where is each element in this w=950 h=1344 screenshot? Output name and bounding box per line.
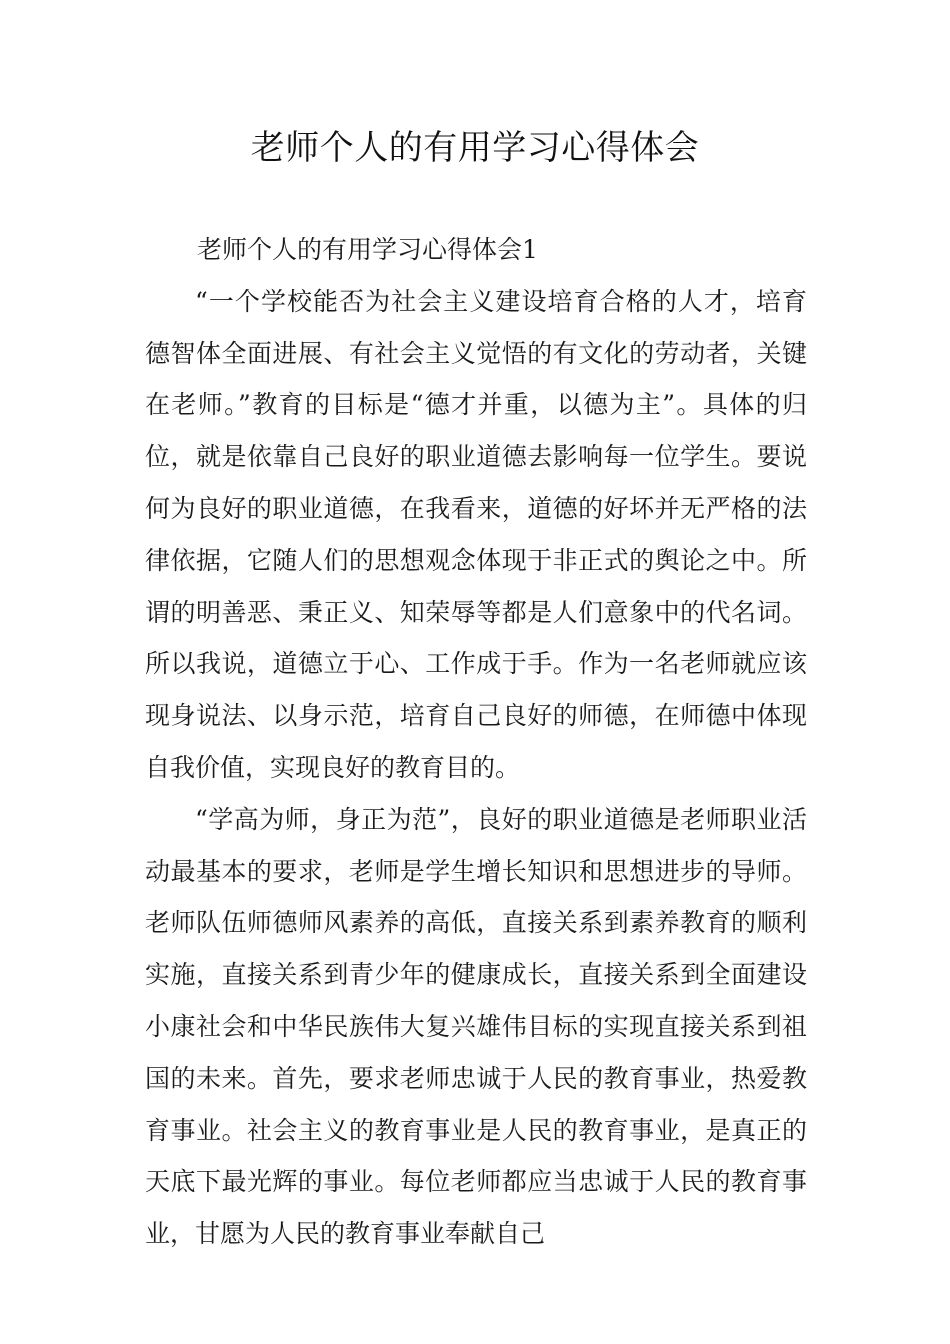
paragraph-1: “一个学校能否为社会主义建设培育合格的人才，培育德智体全面进展、有社会主义觉悟的有文化的劳动者，关键在老师。”教育的目标是“德才并重，以德为主”。具体的归位，就是依靠自己良好的职业道德去影响每一位学生。要说何为良好的职业道德，在我看来，道德的好坏并无严格的法律依据，它随人们的思想观念体现于非正式的舆论之中。所谓的明善恶、秉正义、知荣辱等都是人们意象中的代名词。所以我说，道德立于心、工作成于手。作为一名老师就应该现身说法、以身示范，培育自己良好的师德，在师德中体现自我价值，实现良好的教育目的。: [145, 286, 807, 782]
section-heading: 老师个人的有用学习心得体会1: [197, 235, 538, 264]
document-body: [145, 224, 807, 1260]
paragraph-2: “学高为师，身正为范”，良好的职业道德是老师职业活动最基本的要求，老师是学生增长知识和思想进步的导师。老师队伍师德师风素养的高低，直接关系到素养教育的顺利实施，直接关系到青少年的健康成长，直接关系到全面建设小康社会和中华民族伟大复兴雄伟目标的实现直接关系到祖国的未来。首先，要求老师忠诚于人民的教育事业，热爱教育事业。社会主义的教育事业是人民的教育事业，是真正的天底下最光辉的事业。每位老师都应当忠诚于人民的教育事业，甘愿为人民的教育事业奉献自己: [145, 804, 807, 1249]
document-title: 老师个人的有用学习心得体会: [250, 128, 700, 168]
